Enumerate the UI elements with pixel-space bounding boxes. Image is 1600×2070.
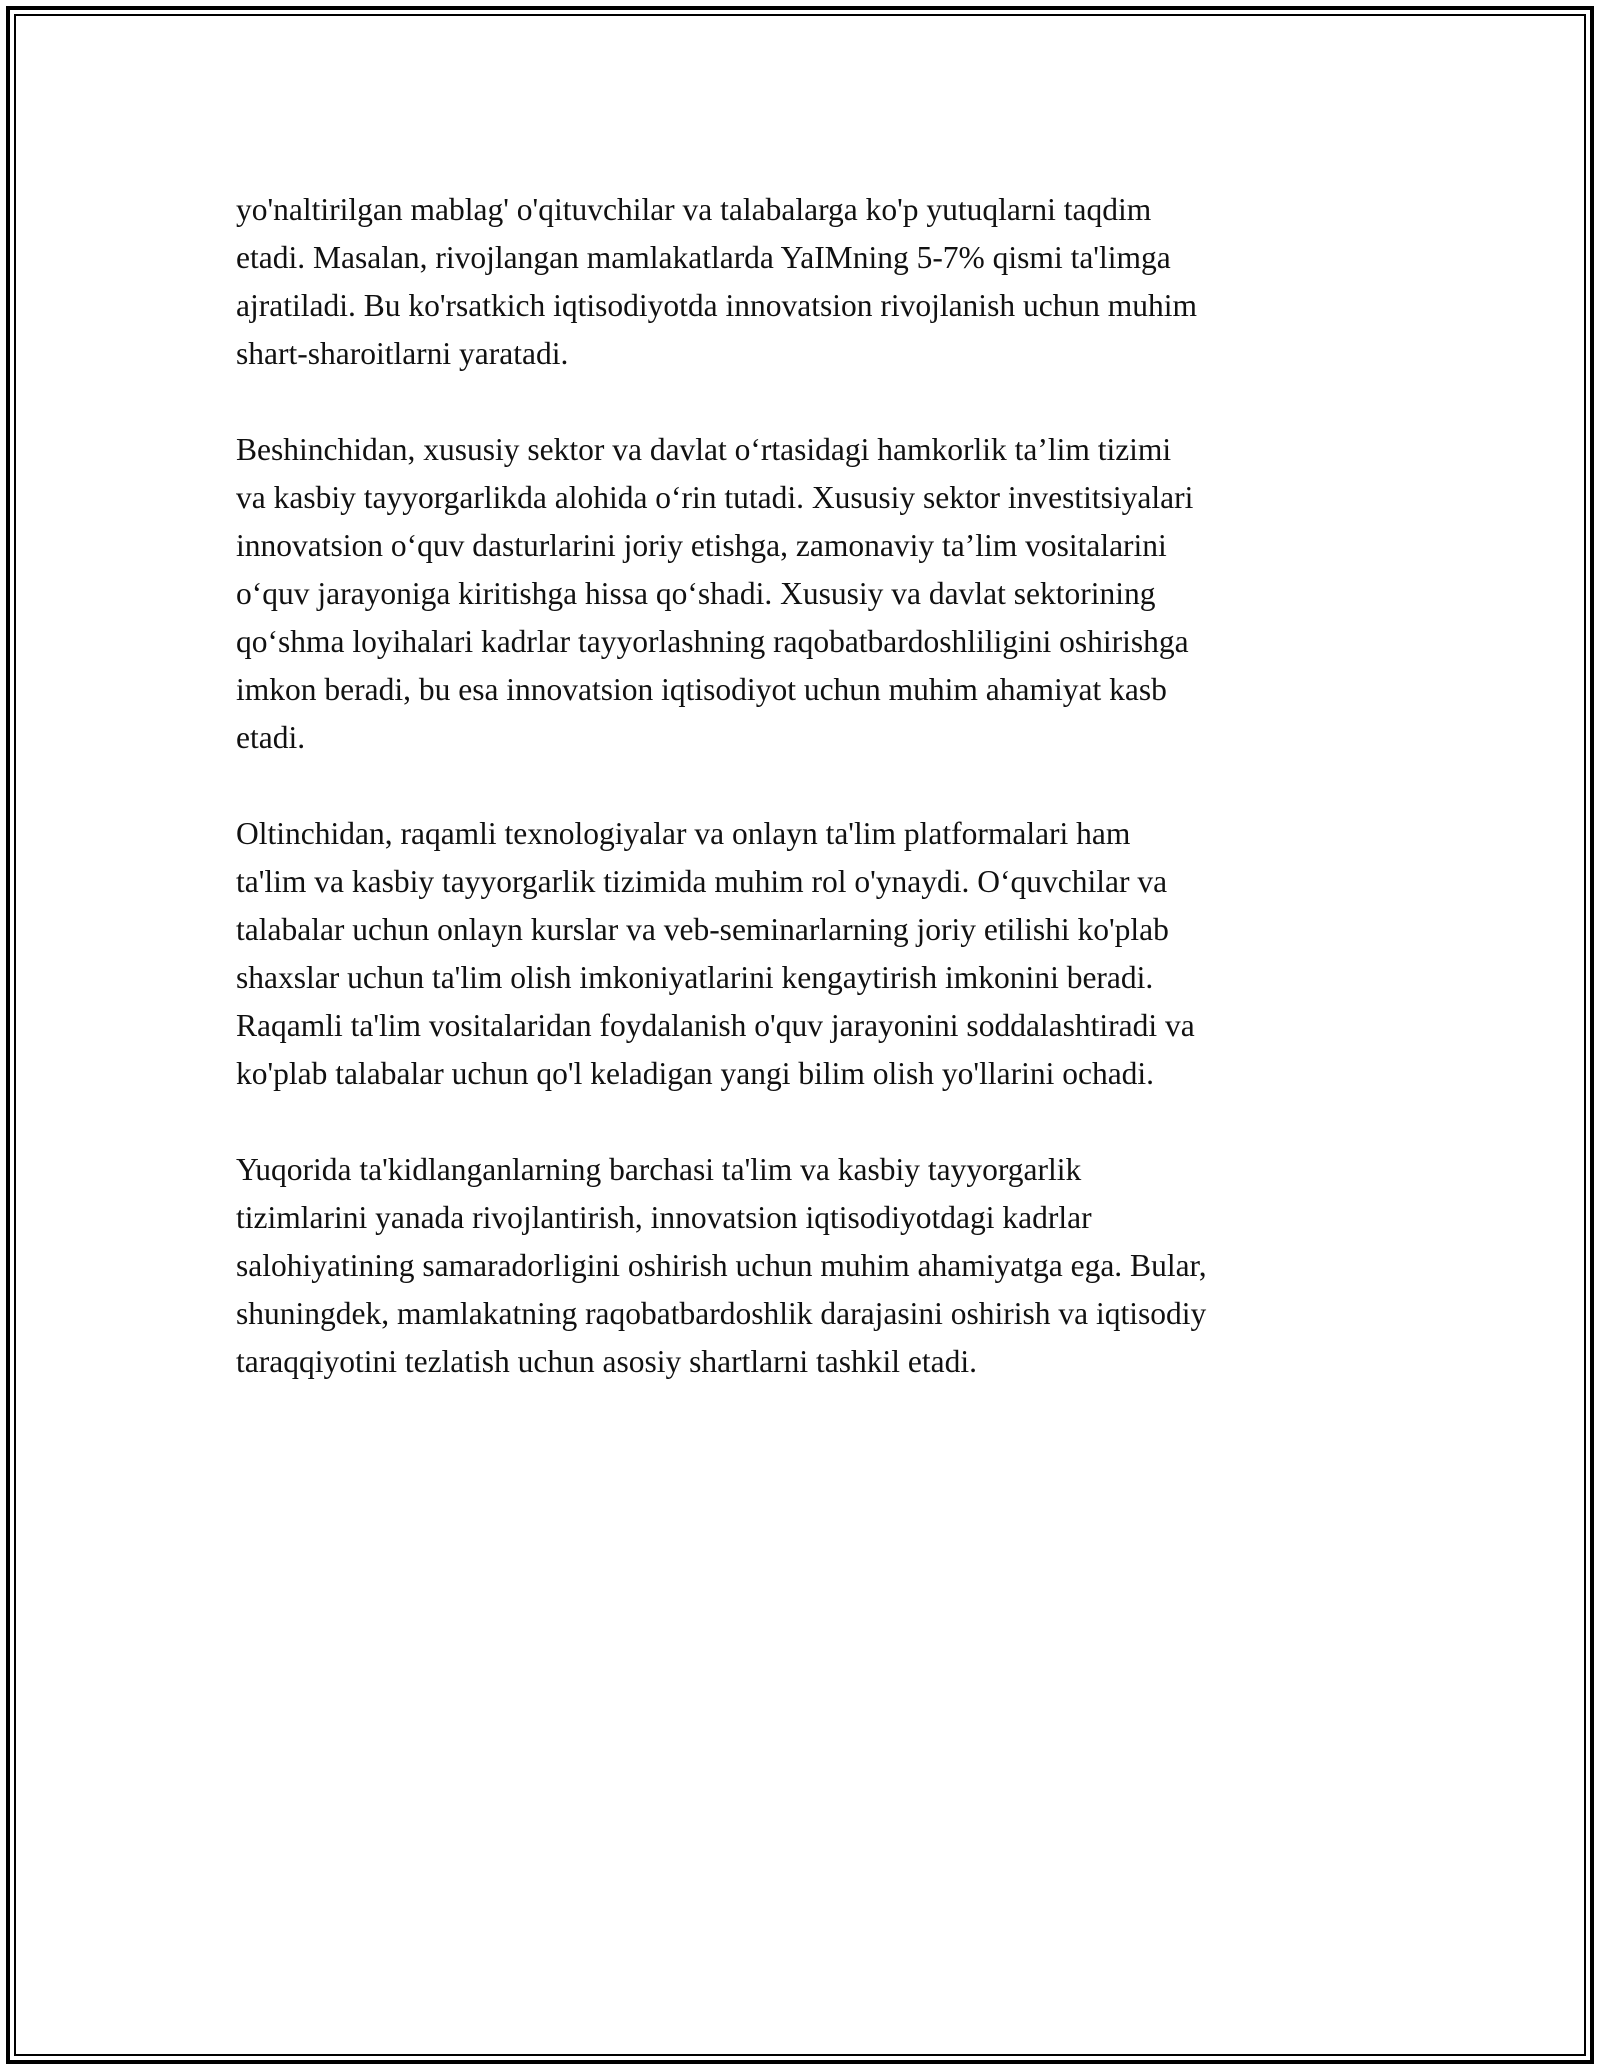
paragraph-2: Beshinchidan, xususiy sektor va davlat oʻrtasidagi hamkorlik taʼlim tizimi va kasbiy tayyorgarlikda alohida oʻrin tutadi. Xususiy sektor investitsiyalari innovatsion oʻquv dasturlarini joriy etishga, zamonaviy taʼlim vositalarini oʻquv jarayoniga kiritishga hissa qoʻshadi. Xususiy va davlat sektorining qoʻshma loyihalari kadrlar tayyorlashning raqobatbardoshliligini oshirishga imkon beradi, bu esa innovatsion iqtisodiyot uchun muhim ahamiyat kasb etadi. [236,432,1194,755]
document-body [236,186,1386,1434]
paragraph-3: Oltinchidan, raqamli texnologiyalar va onlayn ta'lim platformalari ham ta'lim va kasbiy tayyorgarlik tizimida muhim rol o'ynaydi. Oʻquvchilar va talabalar uchun onlayn kurslar va veb-seminarlarning joriy etilishi ko'plab shaxslar uchun ta'lim olish imkoniyatlarini kengaytirish imkonini beradi. Raqamli ta'lim vositalaridan foydalanish o'quv jarayonini soddalashtiradi va ko'plab talabalar uchun qo'l keladigan yangi bilim olish yo'llarini ochadi. [236,816,1195,1091]
paragraph-1: yo'naltirilgan mablag' o'qituvchilar va talabalarga ko'p yutuqlarni taqdim etadi. Masalan, rivojlangan mamlakatlarda YaIMning 5-7% qismi ta'limga ajratiladi. Bu ko'rsatkich iqtisodiyotda innovatsion rivojlanish uchun muhim shart-sharoitlarni yaratadi. [236,192,1198,371]
paragraph-4: Yuqorida ta'kidlanganlarning barchasi ta'lim va kasbiy tayyorgarlik tizimlarini yanada rivojlantirish, innovatsion iqtisodiyotdagi kadrlar salohiyatining samaradorligini oshirish uchun muhim ahamiyatga ega. Bular, shuningdek, mamlakatning raqobatbardoshlik darajasini oshirish va iqtisodiy taraqqiyotini tezlatish uchun asosiy shartlarni tashkil etadi. [236,1152,1207,1379]
